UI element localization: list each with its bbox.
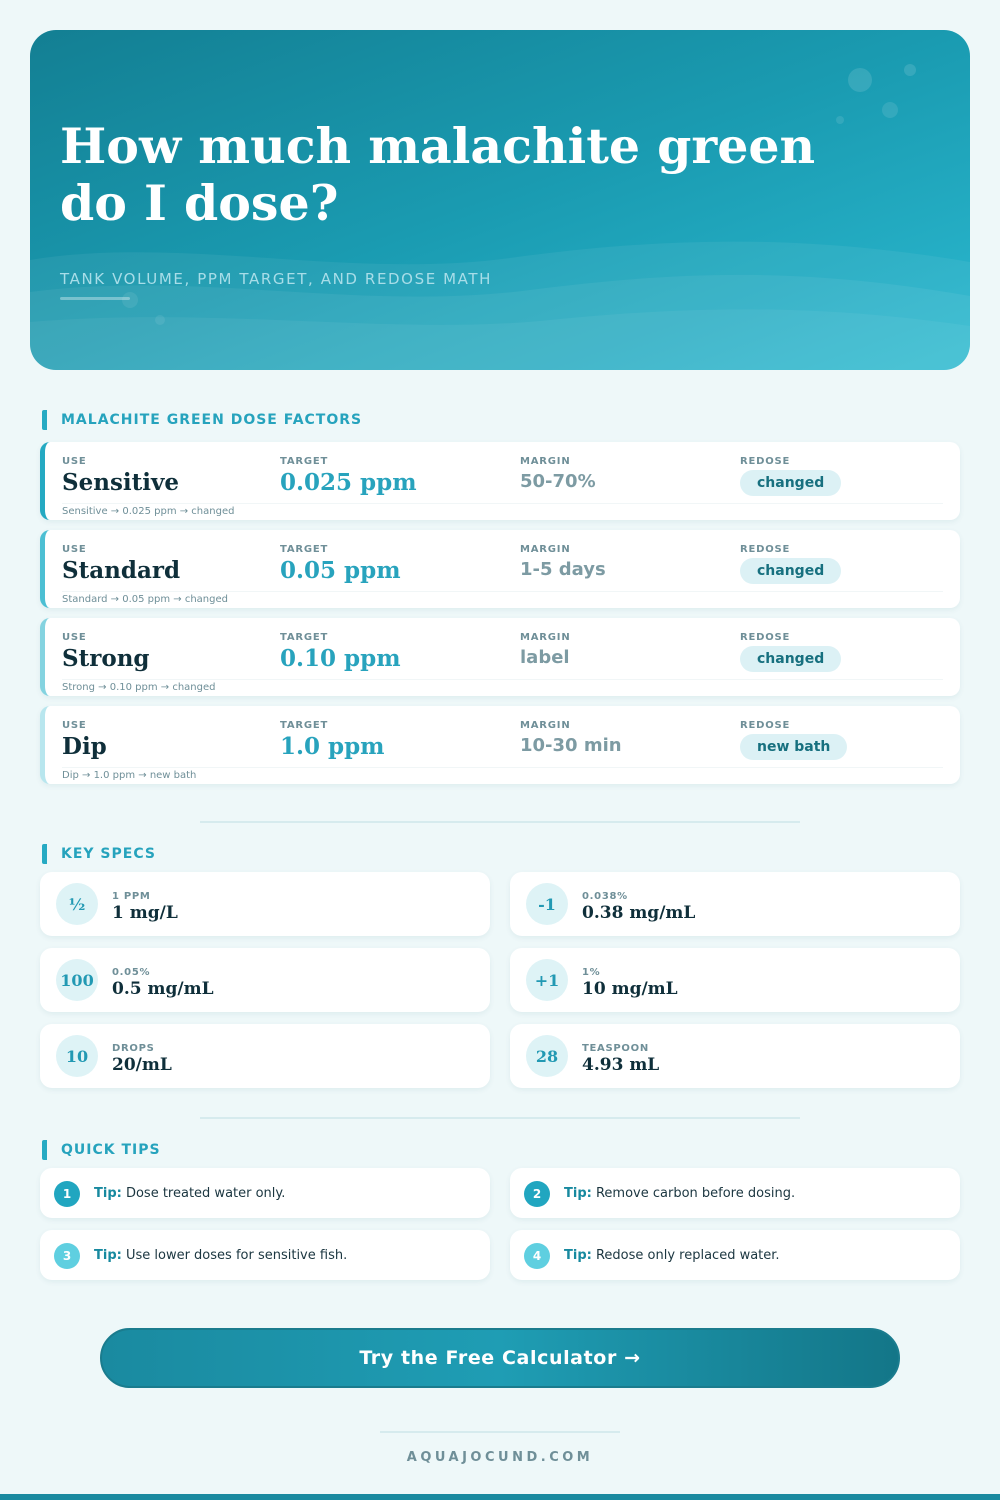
tip-number-badge: 1 [54,1181,80,1207]
tip-body: Dose treated water only. [125,1186,286,1201]
redose-label: REDOSE [740,544,791,555]
hero-banner [30,30,970,370]
tip-text [564,1248,780,1263]
target-label: TARGET [280,544,329,555]
tip-number-badge: 3 [54,1243,80,1269]
use-label: USE [62,632,87,643]
use-value: Strong [62,645,150,672]
spec-value: 10 mg/mL [582,979,678,999]
spec-badge: 100 [56,959,98,1001]
bottom-accent-bar [0,1494,1000,1500]
spec-card [40,948,490,1012]
margin-column [520,720,622,756]
use-label: USE [62,720,87,731]
row-summary: Sensitive → 0.025 ppm → changed [62,506,235,517]
margin-column [520,456,596,492]
row-divider [62,591,943,592]
spec-label: 1 PPM [112,891,151,902]
tip-card [510,1230,960,1280]
tip-prefix: Tip: [94,1248,122,1263]
redose-column [740,544,841,584]
spec-badge: +1 [526,959,568,1001]
tip-card [40,1230,490,1280]
spec-value: 0.5 mg/mL [112,979,214,999]
target-value: 0.025 ppm [280,469,417,496]
spec-card [40,1024,490,1088]
spec-badge: 28 [526,1035,568,1077]
margin-column [520,544,606,580]
footer-site-name: AQUAJOCUND.COM [406,1450,594,1465]
spec-label: TEASPOON [582,1043,649,1054]
margin-label: MARGIN [520,632,571,643]
use-value: Sensitive [62,469,180,496]
redose-label: REDOSE [740,632,791,643]
tip-body: Remove carbon before dosing. [595,1186,796,1201]
tip-number-badge: 2 [524,1181,550,1207]
spec-label: 0.038% [582,891,628,902]
section-heading-key-specs: KEY SPECS [42,844,156,864]
target-column [280,456,417,496]
redose-column [740,632,841,672]
tip-body: Redose only replaced water. [595,1248,780,1263]
section-heading-quick-tips: QUICK TIPS [42,1140,161,1160]
tip-prefix: Tip: [564,1248,592,1263]
spec-label: DROPS [112,1043,155,1054]
dose-row-standard [40,530,960,608]
spec-badge: 10 [56,1035,98,1077]
spec-card [510,948,960,1012]
tip-card [510,1168,960,1218]
margin-value: 10-30 min [520,735,622,756]
margin-value: 1-5 days [520,559,606,580]
use-column [62,456,179,496]
redose-badge: changed [740,558,841,584]
redose-label: REDOSE [740,456,791,467]
target-label: TARGET [280,456,329,467]
row-summary: Dip → 1.0 ppm → new bath [62,770,197,781]
spec-card [510,872,960,936]
tip-body: Use lower doses for sensitive fish. [125,1248,348,1263]
dose-row-strong [40,618,960,696]
target-label: TARGET [280,720,329,731]
spec-label: 1% [582,967,601,978]
target-value: 0.10 ppm [280,645,401,672]
tip-prefix: Tip: [564,1186,592,1201]
use-value: Standard [62,557,181,584]
use-value: Dip [62,733,107,760]
subtitle-underline [60,297,130,300]
footer-divider [380,1431,620,1433]
margin-label: MARGIN [520,720,571,731]
redose-column [740,456,841,496]
spec-card [510,1024,960,1088]
dose-row-sensitive [40,442,960,520]
redose-badge: changed [740,470,841,496]
row-divider [62,679,943,680]
spec-label: 0.05% [112,967,151,978]
target-label: TARGET [280,632,329,643]
use-column [62,632,150,672]
row-summary: Standard → 0.05 ppm → changed [62,594,228,605]
margin-value: label [520,647,570,668]
margin-column [520,632,571,668]
page-title: How much malachite green do I dose? [60,117,816,232]
margin-value: 50-70% [520,471,596,492]
row-divider [62,767,943,768]
row-divider [62,503,943,504]
use-column [62,720,107,760]
tip-text [94,1186,285,1201]
section-divider [200,821,800,823]
section-divider [200,1117,800,1119]
free-calculator-button[interactable]: Try the Free Calculator → [100,1328,900,1388]
tip-prefix: Tip: [94,1186,122,1201]
tip-text [564,1186,795,1201]
tip-text [94,1248,347,1263]
tip-card [40,1168,490,1218]
row-summary: Strong → 0.10 ppm → changed [62,682,216,693]
use-label: USE [62,456,87,467]
spec-card [40,872,490,936]
spec-value: 4.93 mL [582,1055,660,1075]
redose-column [740,720,847,760]
redose-badge: new bath [740,734,847,760]
target-column [280,544,401,584]
use-label: USE [62,544,87,555]
target-value: 1.0 ppm [280,733,385,760]
spec-value: 1 mg/L [112,903,178,923]
redose-label: REDOSE [740,720,791,731]
target-column [280,632,401,672]
margin-label: MARGIN [520,544,571,555]
dose-row-dip [40,706,960,784]
spec-badge: -1 [526,883,568,925]
use-column [62,544,180,584]
page-subtitle: TANK VOLUME, PPM TARGET, AND REDOSE MATH [60,270,493,288]
section-heading-dose-factors: MALACHITE GREEN DOSE FACTORS [42,410,362,430]
spec-badge: ½ [56,883,98,925]
spec-value: 20/mL [112,1055,172,1075]
target-value: 0.05 ppm [280,557,401,584]
margin-label: MARGIN [520,456,571,467]
tip-number-badge: 4 [524,1243,550,1269]
redose-badge: changed [740,646,841,672]
spec-value: 0.38 mg/mL [582,903,696,923]
target-column [280,720,385,760]
